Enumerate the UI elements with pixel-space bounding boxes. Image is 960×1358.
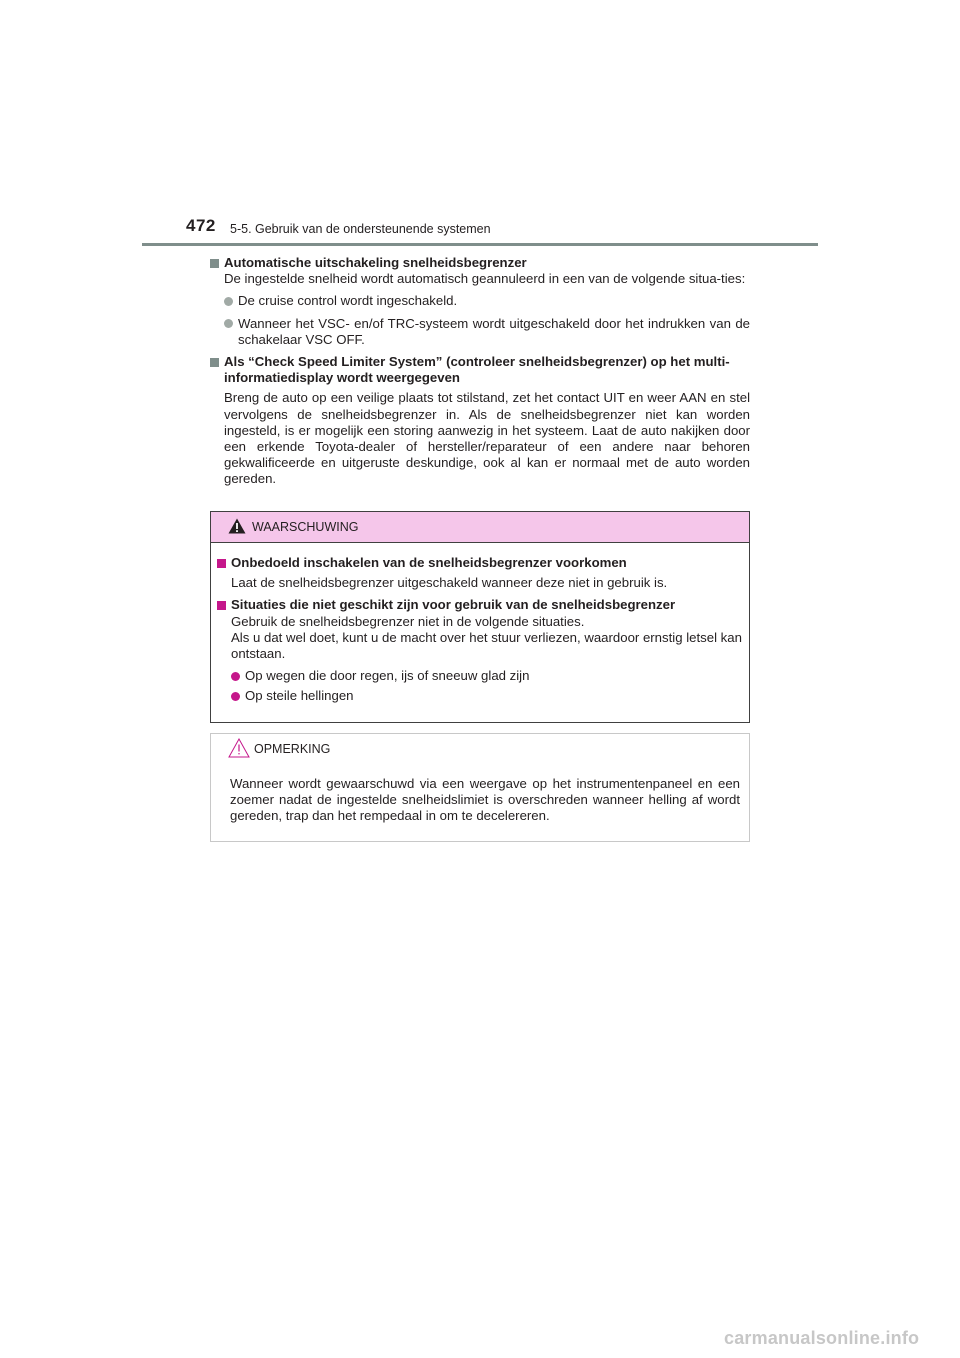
list-item-text: Op wegen die door regen, ijs of sneeuw glad zijn bbox=[245, 668, 530, 684]
warning-box bbox=[210, 511, 750, 723]
warning-body bbox=[217, 555, 743, 705]
list-item-text: Wanneer het VSC- en/of TRC-systeem wordt uitgeschakeld door het indrukken van de schakelaar VSC OFF. bbox=[238, 315, 750, 347]
main-content bbox=[210, 255, 750, 488]
list-item-text: Op steile hellingen bbox=[245, 688, 354, 704]
square-bullet-icon bbox=[217, 559, 226, 568]
square-bullet-icon bbox=[217, 601, 226, 610]
warning-item-heading bbox=[217, 555, 743, 571]
warning-item-text: Gebruik de snelheidsbegrenzer niet in de volgende situaties. bbox=[231, 613, 585, 629]
section-text: De ingestelde snelheid wordt automatisch geannuleerd in een van de volgende situa-ties: bbox=[224, 271, 746, 287]
warning-triangle-icon bbox=[228, 518, 246, 534]
warning-header bbox=[211, 512, 749, 543]
note-title: OPMERKING bbox=[254, 742, 331, 756]
section-title: 5-5. Gebruik van de ondersteunende systemen bbox=[230, 222, 491, 236]
square-bullet-icon bbox=[210, 358, 219, 367]
section-heading-text: Als “Check Speed Limiter System” (controleer snelheidsbegrenzer) op het multi-informatiedisplay wordt weergegeven bbox=[224, 354, 730, 386]
section-text: Breng de auto op een veilige plaats tot stilstand, zet het contact UIT en weer AAN en stel vervolgens de snelheidsbegrenzer in. Als de snelheidsbegrenzer niet kan worden ingesteld, is er mogelijk een storing aanwezig in het systeem. Laat de auto nakijken door een erkende Toyota-dealer of hersteller/reparateur of een andere naar behoren gekwalificeerde en uitgeruste deskundige, ook al kan er normaal met de auto worden gereden. bbox=[224, 390, 750, 487]
section-heading bbox=[210, 354, 750, 386]
section-heading bbox=[210, 255, 750, 271]
round-bullet-icon bbox=[224, 297, 233, 306]
round-bullet-icon bbox=[224, 319, 233, 328]
page-header bbox=[0, 0, 960, 250]
round-bullet-icon bbox=[231, 672, 240, 681]
list-item bbox=[217, 668, 743, 684]
caution-triangle-icon bbox=[228, 738, 250, 758]
warning-item-heading-text: Situaties die niet geschikt zijn voor gebruik van de snelheidsbegrenzer bbox=[231, 597, 676, 613]
header-rule bbox=[142, 243, 818, 246]
list-item bbox=[210, 293, 750, 309]
warning-item-text: Laat de snelheidsbegrenzer uitgeschakeld wanneer deze niet in gebruik is. bbox=[231, 575, 668, 591]
warning-item-heading-text: Onbedoeld inschakelen van de snelheidsbegrenzer voorkomen bbox=[231, 555, 627, 570]
section-heading-text: Automatische uitschakeling snelheidsbegrenzer bbox=[224, 255, 527, 270]
warning-title: WAARSCHUWING bbox=[252, 520, 359, 534]
square-bullet-icon bbox=[210, 259, 219, 268]
round-bullet-icon bbox=[231, 692, 240, 701]
watermark: carmanualsonline.info bbox=[724, 1328, 920, 1348]
note-box bbox=[210, 733, 750, 842]
list-item bbox=[210, 316, 750, 348]
note-text: Wanneer wordt gewaarschuwd via een weergave op het instrumentenpaneel en een zoemer nadat de ingestelde snelheidslimiet is overschreden wanneer helling af wordt gereden, trap dan het rempedaal in om te decelereren. bbox=[230, 776, 740, 824]
list-item-text: De cruise control wordt ingeschakeld. bbox=[238, 293, 458, 309]
warning-item-text: Als u dat wel doet, kunt u de macht over het stuur verliezen, waardoor ernstig letsel kan ontstaan. bbox=[231, 629, 742, 662]
page-number: 472 bbox=[186, 216, 216, 235]
list-item bbox=[217, 688, 743, 704]
warning-item-heading bbox=[217, 597, 743, 613]
